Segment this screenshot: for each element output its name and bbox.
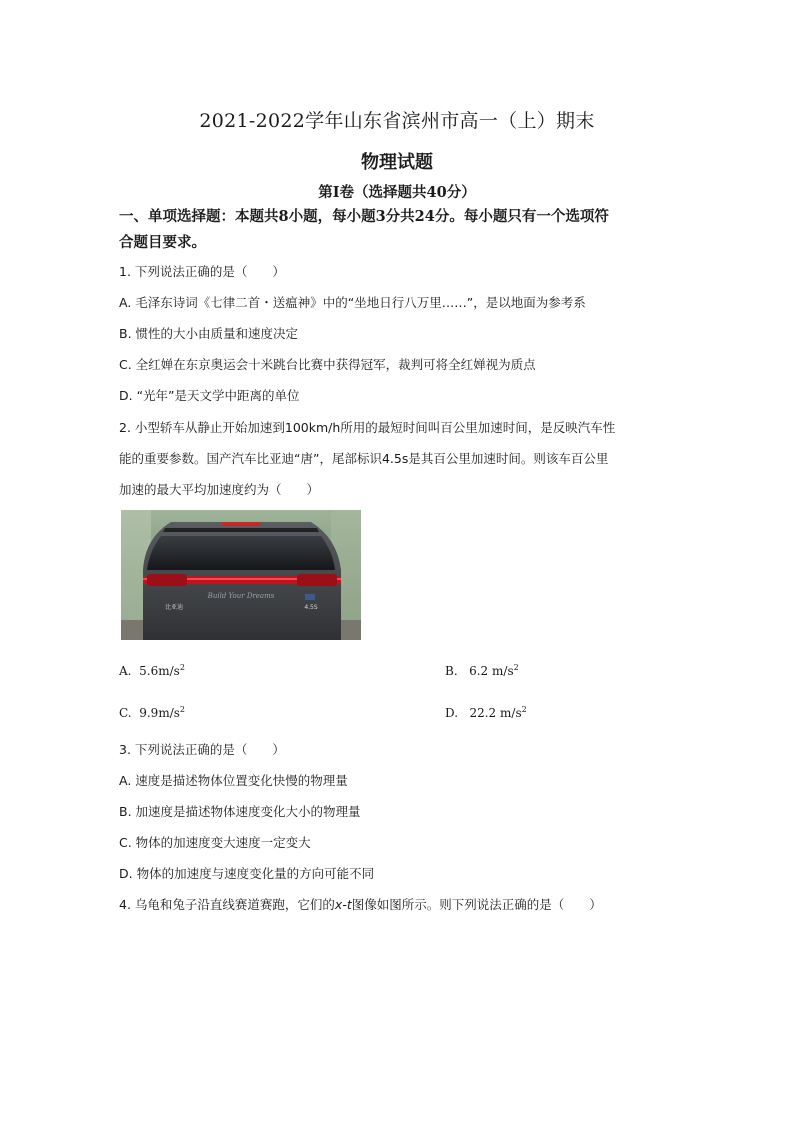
q1-option-c: C. 全红婵在东京奥运会十米跳台比赛中获得冠军，裁判可将全红婵视为质点 <box>119 357 536 372</box>
q1-stem: 1. 下列说法正确的是（ ） <box>119 264 285 279</box>
roof-spoiler <box>163 528 319 532</box>
q1-option-d: D. “光年”是天文学中距离的单位 <box>119 388 300 403</box>
q2-option-c: C. $9.9m/s^2$ <box>119 705 185 720</box>
brand-badge: 比亚迪 <box>165 604 184 611</box>
q1-option-a: A. 毛泽东诗词《七律二首・送瘟神》中的“坐地日行八万里……”，是以地面为参考系 <box>119 295 586 310</box>
car-rear-illustration <box>121 510 361 640</box>
q2-stem-line3: 加速的最大平均加速度约为（ ） <box>119 482 320 497</box>
rear-windshield <box>147 536 335 570</box>
car-rear-photo <box>121 510 361 640</box>
q2-stem-line1: 2. 小型轿车从静止开始加速到100km/h所用的最短时间叫百公里加速时间，是反映汽车性 <box>119 420 616 435</box>
tail-badge: 4.5S <box>304 604 318 611</box>
section-heading-line2: 合题目要求。 <box>119 234 206 251</box>
trunk-script: Build Your Dreams <box>207 592 275 600</box>
q3-option-b: B. 加速度是描述物体速度变化大小的物理量 <box>119 804 361 819</box>
section-heading <box>119 204 679 256</box>
q1-option-b: B. 惯性的大小由质量和速度决定 <box>119 326 299 341</box>
q3-option-c: C. 物体的加速度变大速度一定变大 <box>119 835 311 850</box>
q3-option-d: D. 物体的加速度与速度变化量的方向可能不同 <box>119 866 375 881</box>
document-title: 2021-2022学年山东省滨州市高一（上）期末 <box>199 110 595 132</box>
q3-option-a: A. 速度是描述物体位置变化快慢的物理量 <box>119 773 348 788</box>
section-heading-line1: 一、单项选择题：本题共8小题，每小题3分共24分。每小题只有一个选项符 <box>119 208 609 225</box>
volume-heading: 第Ⅰ卷（选择题共40分） <box>318 184 476 201</box>
q2-stem-line2: 能的重要参数。国产汽车比亚迪“唐”，尾部标识4.5s是其百公里加速时间。则该车百公里 <box>119 451 609 466</box>
q2-option-d: D. 22.2 $m/s^2$ <box>445 705 527 720</box>
q2-option-a: A. $5.6m/s^2$ <box>119 663 185 678</box>
q2-option-b: B. 6.2 $m/s^2$ <box>445 663 519 678</box>
q3-stem: 3. 下列说法正确的是（ ） <box>119 742 285 757</box>
document-subtitle: 物理试题 <box>361 152 433 173</box>
q4-stem: 4. 乌龟和兔子沿直线赛道赛跑，它们的x-t图像如图所示。则下列说法正确的是（ ） <box>119 897 602 912</box>
